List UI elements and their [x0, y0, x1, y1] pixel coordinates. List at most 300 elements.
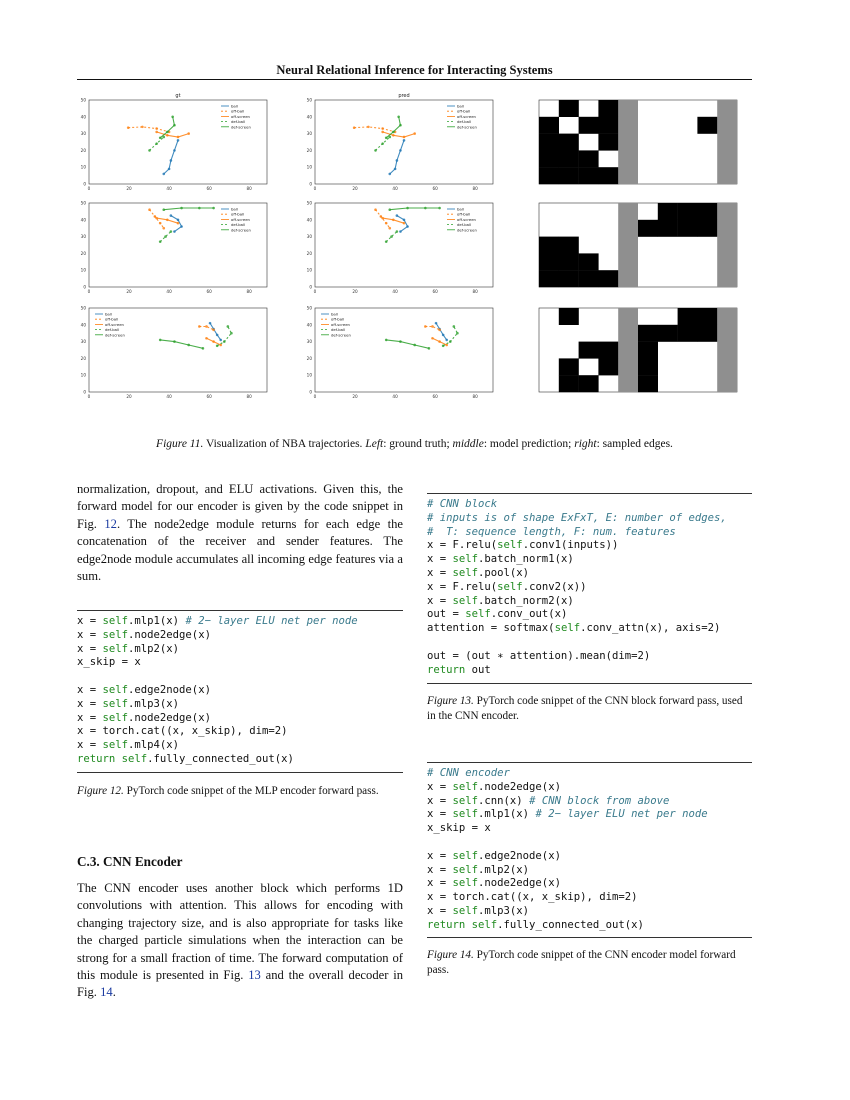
code-line: # T: sequence length, F: num. features — [427, 525, 676, 538]
legend-label: def-ball — [331, 327, 346, 333]
legend-label: ball — [331, 311, 338, 317]
legend-label: ball — [457, 206, 464, 212]
edge-cell — [638, 375, 658, 392]
trajectory-point — [413, 132, 416, 135]
y-tick-label: 50 — [306, 200, 312, 206]
figure-14-caption: Figure 14. PyTorch code snippet of the CNN encoder model forward pass. — [427, 949, 736, 976]
separator-column — [618, 308, 638, 392]
legend-label: off-ball — [331, 316, 345, 322]
edge-cell — [697, 308, 717, 325]
code-line: # inputs is of shape ExFxT, E: number of edges, — [427, 511, 727, 524]
x-tick-label: 60 — [432, 289, 438, 294]
trajectory-point — [148, 149, 151, 152]
trajectory-point — [397, 116, 400, 119]
legend-label: off-ball — [231, 108, 245, 114]
y-tick-label: 50 — [80, 97, 86, 103]
trajectory-point — [171, 116, 174, 119]
trajectory-point — [173, 230, 176, 233]
trajectory-point — [162, 173, 165, 176]
y-tick-label: 50 — [306, 305, 312, 311]
edge-cell — [579, 342, 599, 359]
trajectory-point — [159, 240, 162, 243]
trajectory-point — [381, 127, 384, 130]
x-tick-label: 60 — [432, 186, 438, 191]
trajectory-point — [431, 337, 434, 340]
code-line: return self.fully_connected_out(x) — [77, 752, 294, 765]
code-line: x = self.pool(x) — [427, 566, 530, 579]
code-line: x = self.mlp2(x) — [77, 642, 180, 655]
section-heading: C.3. CNN Encoder — [77, 854, 183, 869]
x-tick-label: 40 — [166, 394, 172, 399]
trajectory-point — [155, 217, 158, 220]
edge-cell — [678, 220, 698, 237]
panel-title: pred — [398, 93, 410, 99]
edge-cell — [559, 237, 579, 254]
code-line: x = torch.cat((x, x_skip), dim=2) — [427, 891, 638, 904]
legend-label: off-ball — [457, 211, 471, 217]
x-tick-label: 0 — [313, 289, 317, 294]
code-line — [77, 670, 358, 684]
trajectory-point — [431, 325, 434, 328]
trajectory-point — [374, 149, 377, 152]
trajectory-point — [212, 340, 215, 343]
trajectory-panel — [81, 201, 267, 295]
edge-cell — [579, 270, 599, 287]
edge-cell — [638, 220, 658, 237]
legend-label: def-screen — [457, 124, 477, 130]
trajectory-point — [219, 339, 222, 342]
trajectory-point — [164, 235, 167, 238]
edge-cell — [658, 325, 678, 342]
trajectory-point — [442, 334, 445, 337]
trajectory-point — [162, 227, 165, 230]
edge-matrix — [539, 100, 737, 184]
trajectory-point — [166, 219, 169, 222]
legend-label: ball — [231, 103, 238, 109]
edge-cell — [638, 342, 658, 359]
legend-label: def-screen — [231, 227, 251, 233]
edge-cell — [539, 117, 559, 134]
trajectory-point — [381, 217, 384, 220]
separator-column — [717, 100, 737, 184]
edge-cell — [598, 117, 618, 134]
edge-cell — [559, 134, 579, 151]
code-line: x = F.relu(self.conv1(inputs)) — [427, 539, 619, 552]
y-tick-label: 20 — [306, 355, 312, 361]
trajectory-point — [381, 142, 384, 145]
trajectory-point — [205, 325, 208, 328]
trajectory-point — [435, 322, 438, 325]
code-line: attention = softmax(self.conv_attn(x), axis=2) — [427, 622, 721, 635]
edge-cell — [697, 325, 717, 342]
trajectory-point — [127, 126, 130, 129]
y-tick-label: 40 — [306, 217, 312, 223]
code-line: x = self.node2edge(x) — [427, 877, 561, 890]
trajectory-point — [445, 339, 448, 342]
y-tick-label: 0 — [309, 284, 312, 290]
trajectory-point — [202, 347, 205, 350]
trajectory-point — [173, 340, 176, 343]
legend-label: off-screen — [105, 321, 124, 327]
y-tick-label: 10 — [306, 267, 312, 273]
legend-label: off-screen — [231, 113, 250, 119]
figure-11-trajectories — [77, 88, 752, 408]
trajectory-point — [212, 207, 215, 210]
x-tick-label: 0 — [87, 186, 91, 191]
x-tick-label: 20 — [352, 394, 358, 399]
x-tick-label: 40 — [392, 394, 398, 399]
trajectory-point — [390, 235, 393, 238]
trajectory-point — [399, 340, 402, 343]
trajectory-point — [159, 137, 162, 140]
edge-cell — [697, 220, 717, 237]
edge-cell — [678, 203, 698, 220]
code-snippet-cnn-encoder — [427, 767, 708, 933]
y-tick-label: 30 — [80, 131, 86, 137]
trajectory-point — [438, 207, 441, 210]
y-tick-label: 20 — [80, 250, 86, 256]
code-snippet-cnn-block — [427, 498, 727, 677]
trajectory-point — [187, 344, 190, 347]
figure-12-caption: Figure 12. PyTorch code snippet of the MLP encoder forward pass. — [77, 785, 379, 797]
edge-cell — [539, 253, 559, 270]
figure-11-caption: Figure 11. Visualization of NBA trajectories. Left: ground truth; middle: model prediction; right: sampled edges. — [156, 438, 673, 450]
edge-cell — [539, 237, 559, 254]
code14-top-rule — [427, 762, 752, 763]
code-line: x = torch.cat((x, x_skip), dim=2) — [77, 725, 288, 738]
edge-cell — [579, 375, 599, 392]
x-tick-label: 40 — [392, 186, 398, 191]
code-line: x = self.cnn(x) # CNN block from above — [427, 794, 670, 807]
separator-column — [618, 203, 638, 287]
trajectory-point — [424, 325, 427, 328]
legend-label: ball — [105, 311, 112, 317]
code-line: x = self.node2edge(x) — [77, 711, 211, 724]
trajectory-point — [177, 139, 180, 142]
running-title: Neural Relational Inference for Interacting Systems — [276, 63, 553, 77]
panel-title: gt — [175, 93, 181, 99]
edge-cell — [579, 117, 599, 134]
trajectory-point — [148, 208, 151, 211]
y-tick-label: 10 — [80, 267, 86, 273]
code13-top-rule — [427, 493, 752, 494]
trajectory-point — [187, 132, 190, 135]
y-tick-label: 0 — [309, 181, 312, 187]
y-tick-label: 30 — [306, 131, 312, 137]
edge-cell — [579, 150, 599, 167]
code-line: x = self.mlp3(x) — [427, 904, 530, 917]
edge-cell — [658, 220, 678, 237]
x-tick-label: 20 — [126, 289, 132, 294]
trajectory-point — [141, 126, 144, 129]
trajectory-point — [381, 131, 384, 134]
trajectory-point — [385, 339, 388, 342]
code12-top-rule — [77, 610, 403, 611]
x-tick-label: 0 — [87, 394, 91, 399]
trajectory-point — [367, 126, 370, 129]
edge-cell — [638, 325, 658, 342]
legend-label: off-screen — [457, 113, 476, 119]
trajectory-point — [205, 337, 208, 340]
trajectory-point — [168, 168, 171, 171]
trajectory-point — [223, 340, 226, 343]
x-tick-label: 80 — [472, 394, 478, 399]
y-tick-label: 50 — [306, 97, 312, 103]
code-line: x = self.edge2node(x) — [77, 683, 211, 696]
trajectory-point — [438, 329, 441, 332]
trajectory-point — [219, 344, 222, 347]
trajectory-point — [399, 149, 402, 152]
code-line: x = self.mlp3(x) — [77, 697, 180, 710]
legend-label: def-screen — [231, 124, 251, 130]
y-tick-label: 10 — [306, 372, 312, 378]
y-tick-label: 20 — [80, 147, 86, 153]
trajectory-point — [394, 168, 397, 171]
edge-matrix — [539, 203, 737, 287]
trajectory-point — [173, 124, 176, 127]
edge-matrix — [539, 308, 737, 392]
x-tick-label: 40 — [166, 186, 172, 191]
y-tick-label: 40 — [80, 217, 86, 223]
x-tick-label: 60 — [206, 394, 212, 399]
legend-label: off-screen — [457, 216, 476, 222]
edge-cell — [598, 270, 618, 287]
trajectory-point — [399, 124, 402, 127]
y-tick-label: 10 — [306, 164, 312, 170]
y-tick-label: 0 — [309, 389, 312, 395]
legend-label: ball — [457, 103, 464, 109]
code-line: x_skip = x — [427, 822, 491, 835]
figure-13-caption: Figure 13. PyTorch code snippet of the CNN block forward pass, used in the CNN encoder. — [427, 695, 743, 722]
trajectory-point — [170, 159, 173, 162]
edge-cell — [539, 150, 559, 167]
x-tick-label: 80 — [246, 394, 252, 399]
trajectory-panel — [307, 201, 493, 295]
trajectory-panel — [307, 93, 493, 191]
code-snippet-mlp-encoder — [77, 615, 358, 767]
code-line: x = self.edge2node(x) — [427, 849, 561, 862]
fig-ref-12[interactable]: 12 — [104, 516, 117, 531]
trajectory-point — [155, 131, 158, 134]
edge-cell — [559, 270, 579, 287]
trajectory-panel — [81, 93, 267, 191]
edge-cell — [658, 203, 678, 220]
trajectory-point — [170, 214, 173, 217]
trajectory-point — [385, 240, 388, 243]
code-line: x = self.batch_norm2(x) — [427, 594, 574, 607]
x-tick-label: 40 — [166, 289, 172, 294]
x-tick-label: 40 — [392, 289, 398, 294]
legend-label: off-ball — [105, 316, 119, 322]
y-tick-label: 20 — [80, 355, 86, 361]
x-tick-label: 80 — [246, 186, 252, 191]
x-tick-label: 60 — [206, 289, 212, 294]
trajectory-point — [374, 208, 377, 211]
x-tick-label: 0 — [87, 289, 91, 294]
y-tick-label: 40 — [306, 322, 312, 328]
separator-column — [618, 100, 638, 184]
code-line: x = self.mlp2(x) — [427, 863, 530, 876]
code-line: return self.fully_connected_out(x) — [427, 918, 644, 931]
y-tick-label: 20 — [306, 147, 312, 153]
code14-bottom-rule — [427, 937, 752, 938]
edge-cell — [559, 358, 579, 375]
legend-label: off-ball — [457, 108, 471, 114]
trajectory-point — [230, 332, 233, 335]
trajectory-point — [406, 225, 409, 228]
trajectory-point — [155, 127, 158, 130]
edge-cell — [559, 308, 579, 325]
edge-cell — [598, 358, 618, 375]
x-tick-label: 20 — [126, 186, 132, 191]
edge-cell — [598, 100, 618, 117]
trajectory-point — [353, 126, 356, 129]
trajectory-point — [216, 334, 219, 337]
y-tick-label: 10 — [80, 164, 86, 170]
trajectory-point — [403, 139, 406, 142]
legend-label: def-ball — [231, 119, 246, 125]
y-tick-label: 40 — [80, 114, 86, 120]
trajectory-point — [227, 325, 230, 328]
code-line: x = self.mlp1(x) # 2− layer ELU net per node — [77, 615, 358, 627]
code-line: x = self.node2edge(x) — [427, 780, 561, 793]
x-tick-label: 0 — [313, 394, 317, 399]
y-tick-label: 50 — [80, 305, 86, 311]
trajectory-point — [438, 340, 441, 343]
edge-cell — [598, 134, 618, 151]
trajectory-point — [209, 322, 212, 325]
code-line: out = self.conv_out(x) — [427, 608, 568, 621]
edge-cell — [678, 325, 698, 342]
x-tick-label: 20 — [352, 289, 358, 294]
code12-bottom-rule — [77, 772, 403, 773]
trajectory-point — [442, 345, 445, 348]
code-line — [427, 836, 708, 850]
trajectory-point — [177, 136, 180, 139]
code-line: x = F.relu(self.conv2(x)) — [427, 580, 587, 593]
legend-label: def-ball — [105, 327, 120, 333]
fig-ref-14[interactable]: 14 — [100, 985, 113, 1000]
y-tick-label: 30 — [306, 234, 312, 240]
code-line: return out — [427, 663, 491, 676]
trajectory-point — [406, 207, 409, 210]
x-tick-label: 80 — [472, 186, 478, 191]
trajectory-point — [198, 207, 201, 210]
code-line: x_skip = x — [77, 656, 141, 669]
edge-cell — [559, 375, 579, 392]
edge-cell — [539, 167, 559, 184]
code13-bottom-rule — [427, 683, 752, 684]
trajectory-point — [388, 173, 391, 176]
x-tick-label: 80 — [472, 289, 478, 294]
trajectory-point — [180, 207, 183, 210]
paragraph-cnn-encoder: The CNN encoder uses another block which performs 1D convolutions with attention. This allows for encoding with changing trajectory size, and is also appropriate for tasks like the charged particle simulations when the interaction can be strong for a small fraction of time. The forward computation of this module is presented in Fig. 13 and the overall decoder in Fig. 14. — [77, 881, 403, 1000]
trajectory-point — [212, 329, 215, 332]
trajectory-point — [166, 131, 169, 134]
trajectory-point — [392, 219, 395, 222]
trajectory-point — [392, 134, 395, 137]
legend-label: off-screen — [231, 216, 250, 222]
trajectory-point — [166, 134, 169, 137]
edge-cell — [579, 253, 599, 270]
trajectory-point — [177, 219, 180, 222]
trajectory-point — [403, 222, 406, 225]
trajectory-point — [456, 332, 459, 335]
trajectory-panel — [307, 306, 493, 400]
trajectory-panel — [81, 306, 267, 400]
trajectory-point — [385, 222, 388, 225]
legend-label: ball — [231, 206, 238, 212]
trajectory-point — [403, 219, 406, 222]
y-tick-label: 0 — [83, 181, 86, 187]
trajectory-point — [403, 136, 406, 139]
trajectory-point — [388, 208, 391, 211]
code-line: # CNN encoder — [427, 767, 510, 779]
trajectory-point — [159, 222, 162, 225]
code-line: # CNN block — [427, 498, 498, 510]
legend-label: def-screen — [331, 332, 351, 338]
y-tick-label: 30 — [80, 234, 86, 240]
legend-label: def-ball — [231, 222, 246, 228]
y-tick-label: 0 — [83, 389, 86, 395]
trajectory-point — [177, 222, 180, 225]
trajectory-point — [180, 225, 183, 228]
x-tick-label: 60 — [206, 186, 212, 191]
trajectory-point — [445, 344, 448, 347]
trajectory-point — [413, 344, 416, 347]
x-tick-label: 0 — [313, 186, 317, 191]
x-tick-label: 80 — [246, 289, 252, 294]
edge-cell — [559, 253, 579, 270]
trajectory-point — [396, 230, 399, 233]
y-tick-label: 10 — [80, 372, 86, 378]
x-tick-label: 60 — [432, 394, 438, 399]
x-tick-label: 20 — [352, 186, 358, 191]
separator-column — [717, 203, 737, 287]
trajectory-point — [392, 131, 395, 134]
trajectory-point — [198, 325, 201, 328]
y-tick-label: 30 — [80, 339, 86, 345]
edge-cell — [539, 134, 559, 151]
trajectory-point — [216, 345, 219, 348]
edge-cell — [678, 308, 698, 325]
legend-label: def-ball — [457, 222, 472, 228]
y-tick-label: 40 — [306, 114, 312, 120]
edge-cell — [697, 203, 717, 220]
trajectory-point — [396, 214, 399, 217]
trajectory-point — [453, 325, 456, 328]
edge-cell — [579, 167, 599, 184]
separator-column — [717, 308, 737, 392]
trajectory-point — [449, 340, 452, 343]
trajectory-point — [170, 230, 173, 233]
edge-cell — [559, 100, 579, 117]
trajectory-point — [162, 208, 165, 211]
fig-ref-13[interactable]: 13 — [248, 968, 261, 983]
trajectory-point — [159, 339, 162, 342]
code-line: out = (out ∗ attention).mean(dim=2) — [427, 649, 651, 662]
legend-label: def-screen — [457, 227, 477, 233]
code-line: x = self.mlp1(x) # 2− layer ELU net per node — [427, 808, 708, 821]
edge-cell — [559, 167, 579, 184]
header-rule — [77, 79, 752, 80]
edge-cell — [697, 117, 717, 134]
trajectory-point — [399, 230, 402, 233]
legend-label: def-ball — [457, 119, 472, 125]
trajectory-point — [155, 142, 158, 145]
edge-cell — [598, 167, 618, 184]
legend-label: def-screen — [105, 332, 125, 338]
